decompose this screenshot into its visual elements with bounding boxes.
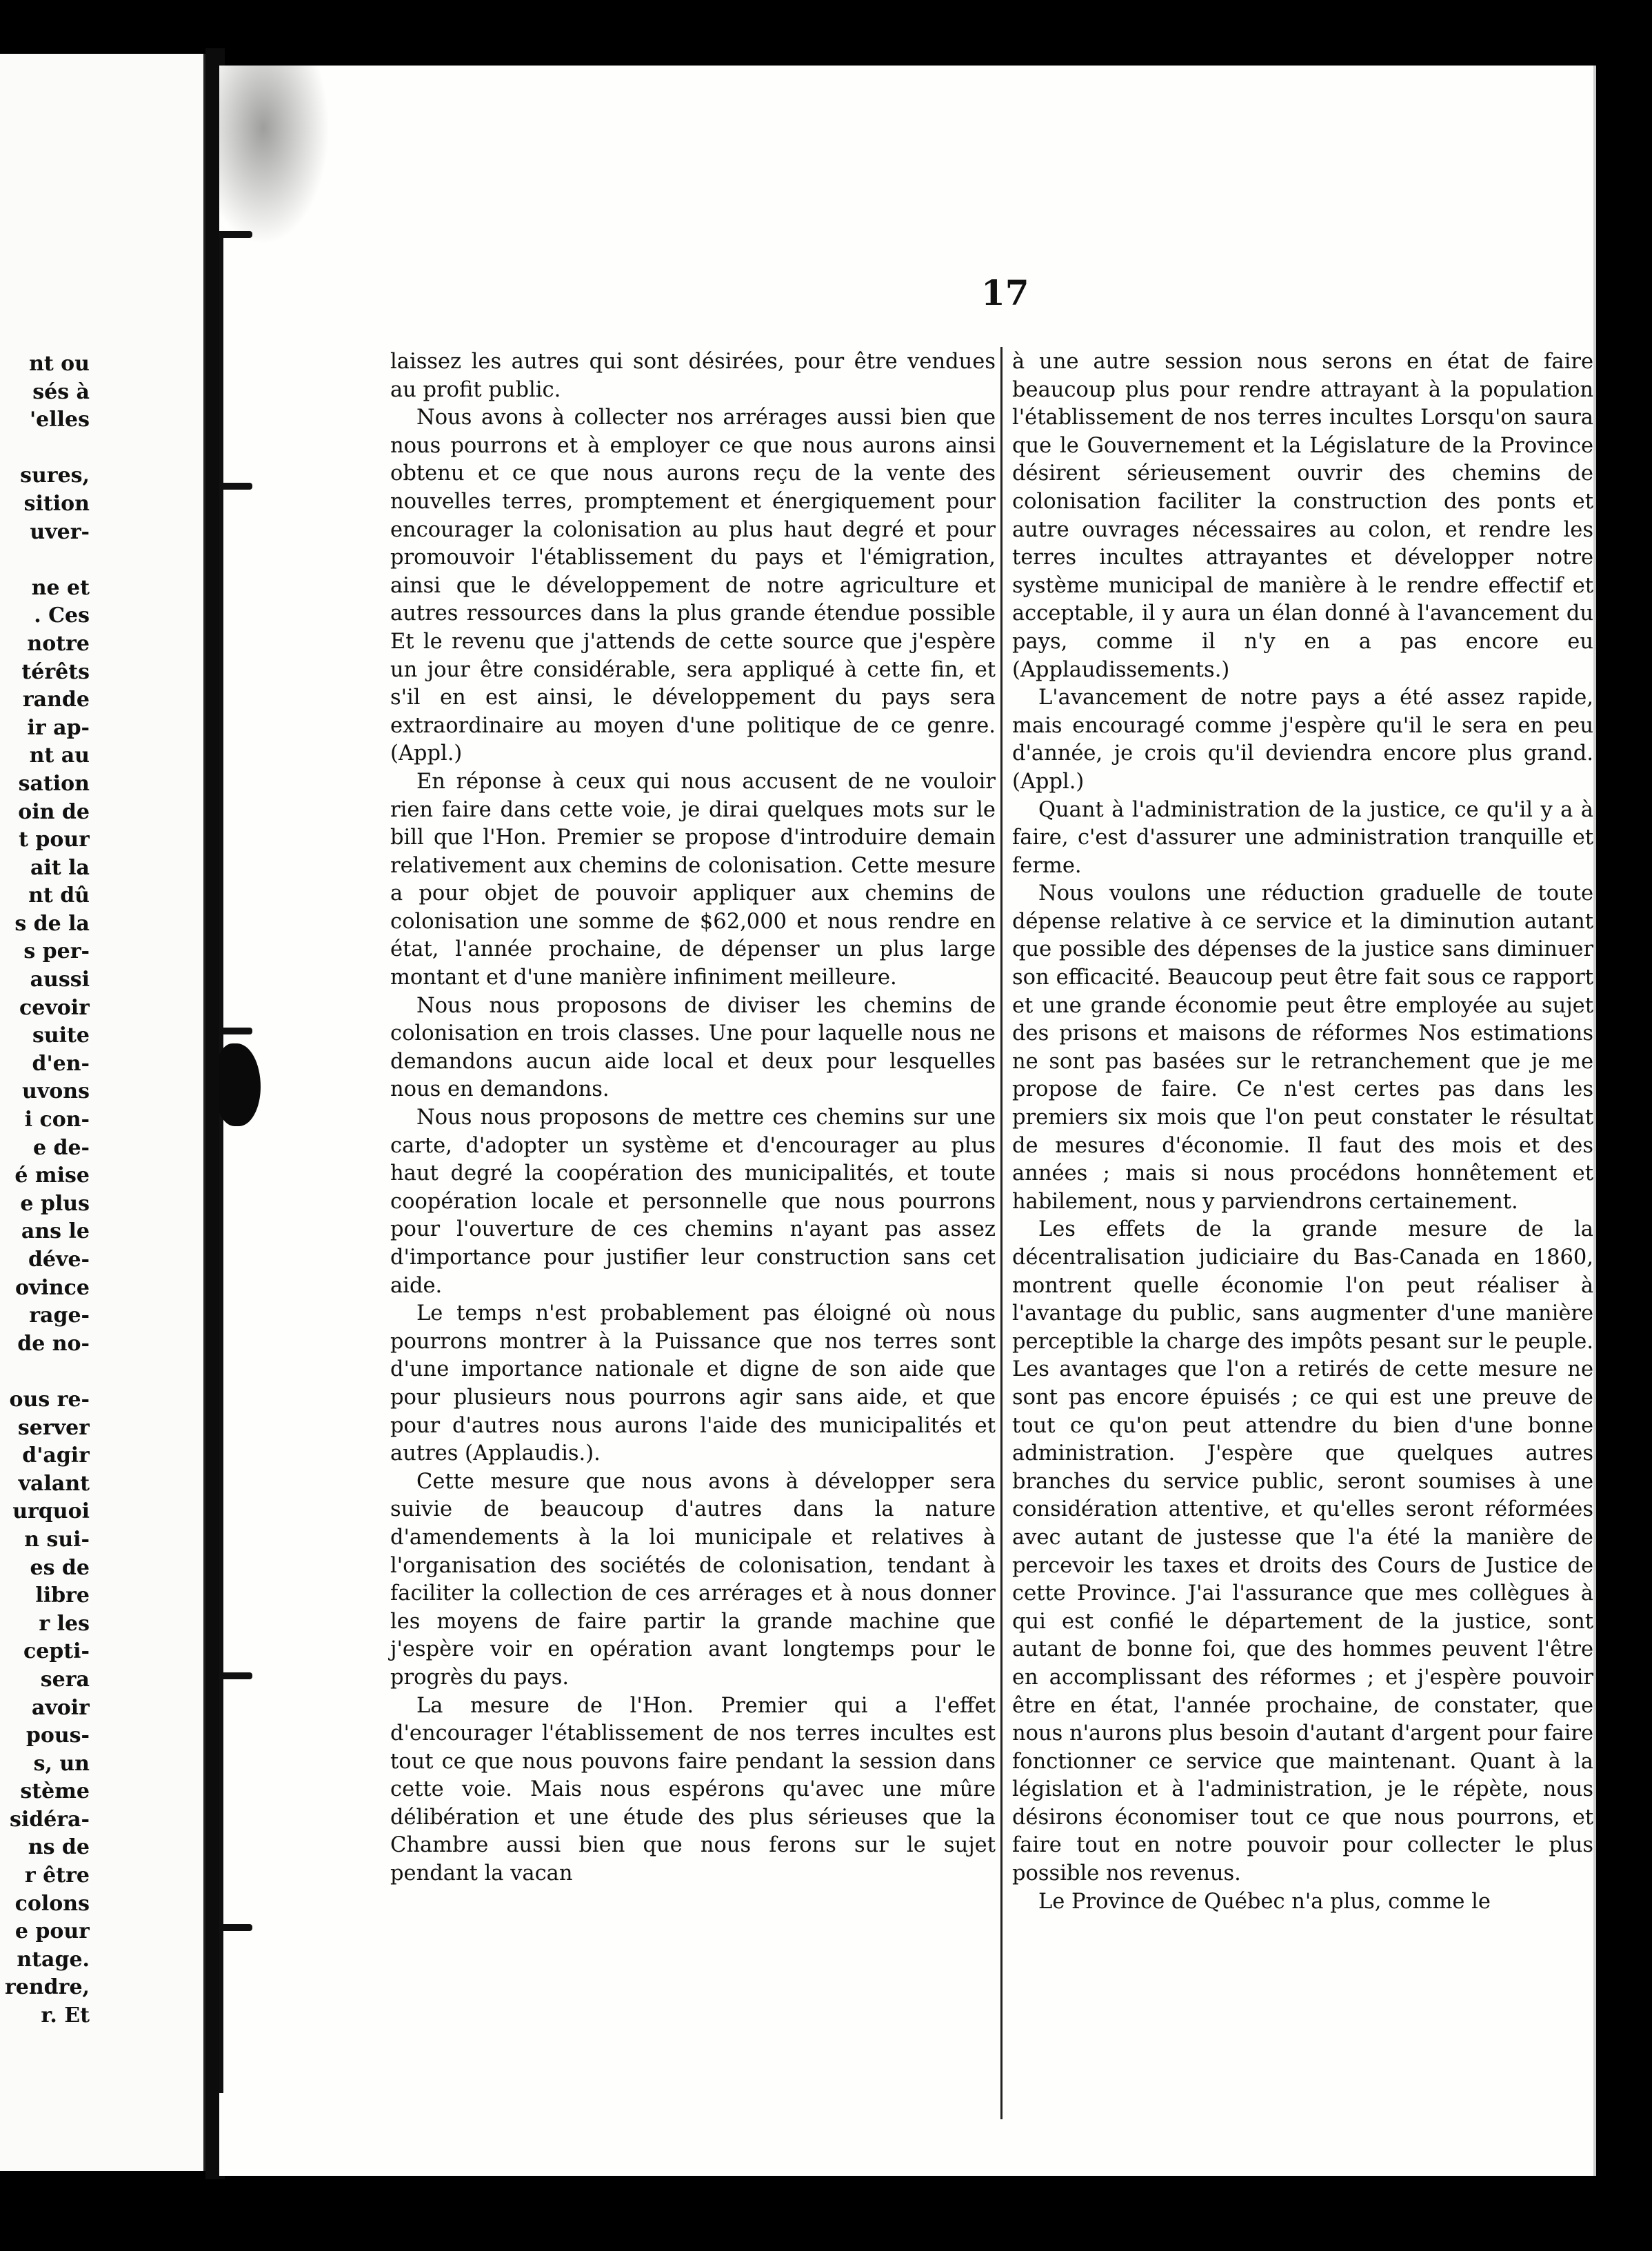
fragment-line: s per- — [23, 939, 90, 964]
column-divider — [1000, 347, 1003, 2119]
fragment-line: sera — [40, 1667, 90, 1692]
ink-smudge — [219, 66, 330, 245]
fragment-line: e de- — [32, 1135, 90, 1160]
paragraph: Le temps n'est probablement pas éloigné où nous pourrons montrer à la Puissance que nos terres sont d'une importance nationale et digne de son aide que pour plusieurs nous pourrons agir sans aide, et que pour d'autres nous aurons l'aide des municipalités et autres (Applaudis.). — [390, 1301, 996, 1466]
ink-blot — [219, 1043, 261, 1126]
facing-page — [0, 54, 205, 2171]
fragment-line: t pour — [19, 828, 90, 852]
fragment-line: rage- — [29, 1303, 90, 1328]
fragment-line: nt au — [29, 743, 90, 768]
fragment-line: n sui- — [24, 1527, 90, 1552]
paragraph: Nous voulons une réduction graduelle de toute dépense relative à ce service et la diminution autant que possible des dépenses de la justice sans diminuer son efficacité. Beaucoup peut être fait sous ce rapport et une grande économie peut être employée au sujet des prisons et maisons de réformes Nos estimations ne sont pas basées sur le retranchement que je me propose de faire. Ce n'est certes pas dans les premiers six mois que l'on peut constater le résultat de mesures d'économie. Il faut des mois et des années ; mais si nous procédons honnêtement et habilement, nous y parviendrons certainement. — [1012, 881, 1593, 1214]
fragment-line: 'elles — [29, 408, 90, 432]
fragment-line: aussi — [30, 968, 90, 992]
fragment-line: rande — [22, 688, 90, 712]
fragment-line — [0, 434, 90, 463]
fragment-line: suite — [32, 1023, 90, 1048]
fragment-line: ns de — [28, 1835, 90, 1860]
fragment-line: sés à — [32, 379, 90, 404]
fragment-line: . Ces — [34, 603, 90, 628]
fragment-line: s de la — [14, 911, 90, 936]
fragment-line: pous- — [26, 1723, 90, 1748]
fragment-line: ne et — [31, 575, 90, 600]
fragment-line: ous re- — [9, 1387, 90, 1412]
paragraph: L'avancement de notre pays a été assez rapide, mais encouragé comme j'espère qu'il le sera en peu d'année, je crois qu'il deviendra encore plus grand. (Appl.) — [1012, 686, 1593, 794]
paragraph: Nous avons à collecter nos arrérages aussi bien que nous pourrons et à employer ce que nous aurons ainsi obtenu et ce que nous aurons reçu de la vente des nouvelles terres, promptement et énergiquement pour encourager la colonisation au plus haut degré et pour promouvoir l'établissement du pays et l'émigration, ainsi que le développement de notre agriculture et autres ressources dans la plus grande étendue possible Et le revenu que j'attends de cette source que j'espère un jour être considérable, sera appliqué à cette fin, et s'il en est ainsi, le développement du pays sera extraordinaire au moyen d'une politique de ce genre. (Appl.) — [390, 406, 996, 766]
text-column-left — [390, 348, 996, 1888]
fragment-line — [0, 1358, 90, 1386]
fragment-line: r. Et — [41, 2003, 90, 2028]
paragraph: Cette mesure que nous avons à développer sera suivie de beaucoup d'autres dans la nature d'amendements à la loi municipale et relatives à l'organisation des sociétés de colonisation, tendant à faciliter la collection de ces arrérages et à nous donner les moyens de faire partir la grande machine que j'espère voir en opération avant longtemps pour le progrès du pays. — [390, 1469, 996, 1690]
fragment-line: ans le — [21, 1219, 90, 1244]
facing-page-text-fragment — [0, 350, 90, 2030]
fragment-line: urquoi — [12, 1499, 90, 1524]
fragment-line: e pour — [14, 1919, 90, 1944]
fragment-line: ir ap- — [27, 715, 90, 740]
fragment-line: i con- — [24, 1108, 90, 1132]
page — [219, 66, 1596, 2176]
fragment-line: r les — [39, 1611, 90, 1636]
paragraph: Les effets de la grande mesure de la décentralisation judiciaire du Bas-Canada en 1860, montrent quelle économie l'on peut réaliser à l'avantage du public, sans augmenter d'une manière perceptible la charge des impôts pesant sur le peuple. Les avantages que l'on a retirés de cette mesure ne sont pas encore épuisés ; ce qui est une preuve de tout ce qu'on peut attendre du bien d'une bonne administration. J'espère que quelques autres branches du service public, seront soumises à une considération attentive, et qu'elles seront réformées avec autant de justesse que l'a été la manière de percevoir les taxes et droits des Cours de Justice de cette Province. J'ai l'assurance que mes collègues à qui est confié le département de la justice, sont autant de bonne foi, que des hommes peuvent l'être en accomplissant des réformes ; et j'espère pouvoir être en état, l'année prochaine, de constater, que nous n'aurons plus besoin d'autant d'argent pour faire fonctionner ce service que maintenant. Quant à la législation et à l'administration, je le répète, nous désirons économiser tout ce que nous pourrons, et faire tout en notre pouvoir pour collecter le plus possible nos revenus. — [1012, 1217, 1594, 1886]
fragment-line: cepti- — [23, 1639, 90, 1664]
fragment-line: de no- — [17, 1331, 90, 1356]
fragment-line: d'en- — [32, 1051, 90, 1076]
fragment-line: server — [17, 1415, 90, 1440]
fragment-line: é mise — [14, 1163, 90, 1188]
fragment-line: notre — [27, 631, 90, 656]
fragment-line: sition — [23, 491, 90, 516]
text-column-right — [1012, 348, 1593, 1916]
fragment-line: nt dû — [28, 883, 90, 908]
fragment-line: libre — [35, 1583, 90, 1608]
fragment-line: sation — [18, 771, 90, 796]
fragment-line: es de — [30, 1555, 90, 1580]
fragment-line: cevoir — [19, 995, 90, 1020]
paragraph: Nous nous proposons de diviser les chemins de colonisation en trois classes. Une pour laquelle nous ne demandons aucun aide local et deux pour lesquelles nous en demandons. — [390, 993, 996, 1102]
page-number: 17 — [981, 272, 1029, 313]
fragment-line: ntage. — [17, 1947, 90, 1972]
binding-stitch-mark — [219, 1028, 252, 1034]
fragment-line: uvons — [22, 1079, 90, 1104]
fragment-line: sures, — [20, 463, 90, 488]
fragment-line: avoir — [31, 1695, 90, 1720]
fragment-line: térêts — [21, 659, 90, 684]
binding-stitch-mark — [219, 231, 252, 238]
fragment-line: oin de — [18, 799, 90, 824]
binding-stitch-mark — [219, 483, 252, 490]
paragraph: En réponse à ceux qui nous accusent de ne vouloir rien faire dans cette voie, je dirai quelques mots sur le bill que l'Hon. Premier se propose d'introduire demain relativement aux chemins de colonisation. Cette mesure a pour objet de pouvoir appliquer aux chemins de colonisation une somme de $62,000 et nous rendre en état, l'année prochaine, de dépenser un plus large montant et d'une manière infiniment meilleure. — [390, 769, 996, 990]
fragment-line: e plus — [20, 1191, 90, 1216]
paragraph: laissez les autres qui sont désirées, pour être vendues au profit public. — [390, 350, 996, 402]
binding-stitch-mark — [219, 1924, 252, 1931]
fragment-line: rendre, — [4, 1975, 90, 2000]
fragment-line: valant — [18, 1471, 90, 1496]
fragment-line: uver- — [30, 519, 90, 544]
fragment-line: déve- — [28, 1248, 90, 1272]
fragment-line: nt ou — [29, 352, 90, 376]
fragment-line: s, un — [33, 1751, 90, 1776]
paragraph: à une autre session nous serons en état de faire beaucoup plus pour rendre attrayant à la population l'établissement de nos terres incultes Lorsqu'on saura que le Gouvernement et la Législature de la Province désirent sérieusement ouvrir des chemins de colonisation faciliter la construction des ponts et autre ouvrages nécessaires au colon, et rendre les terres incultes attrayantes et développer notre système municipal de manière à le rendre effectif et acceptable, il y aura un élan donné à l'avancement du pays, comme il n'y en a pas encore eu (Applaudissements.) — [1012, 350, 1593, 682]
fragment-line: ait la — [30, 855, 90, 880]
fragment-line: stème — [20, 1779, 90, 1804]
paragraph: La mesure de l'Hon. Premier qui a l'effet d'encourager l'établissement de nos terres incultes est tout ce que nous pouvons faire pendant la session dans cette voie. Mais nous espérons qu'avec une mûre délibération et une étude des plus sérieuses que la Chambre aussi bien que nous ferons sur le sujet pendant la vacan — [390, 1693, 996, 1886]
paragraph: Nous nous proposons de mettre ces chemins sur une carte, d'adopter un système et d'encourager au plus haut degré la coopération des municipalités, et toute coopération locale et personnelle que nous pourrons pour l'ouverture de ces chemins n'ayant pas assez d'importance pour justifier leur construction sans cet aide. — [390, 1106, 996, 1298]
paragraph: Le Province de Québec n'a plus, comme le — [1038, 1889, 1491, 1914]
fragment-line: ovince — [14, 1275, 90, 1300]
fragment-line: r être — [24, 1863, 90, 1888]
binding-stitch-mark — [219, 1672, 252, 1679]
fragment-line — [0, 546, 90, 574]
fragment-line: d'agir — [22, 1443, 90, 1468]
fragment-line: sidéra- — [9, 1807, 90, 1832]
paragraph: Quant à l'administration de la justice, ce qu'il y a à faire, c'est d'assurer une administration tranquille et ferme. — [1012, 797, 1593, 878]
binding-edge — [219, 231, 223, 2093]
fragment-line: colons — [14, 1891, 90, 1916]
